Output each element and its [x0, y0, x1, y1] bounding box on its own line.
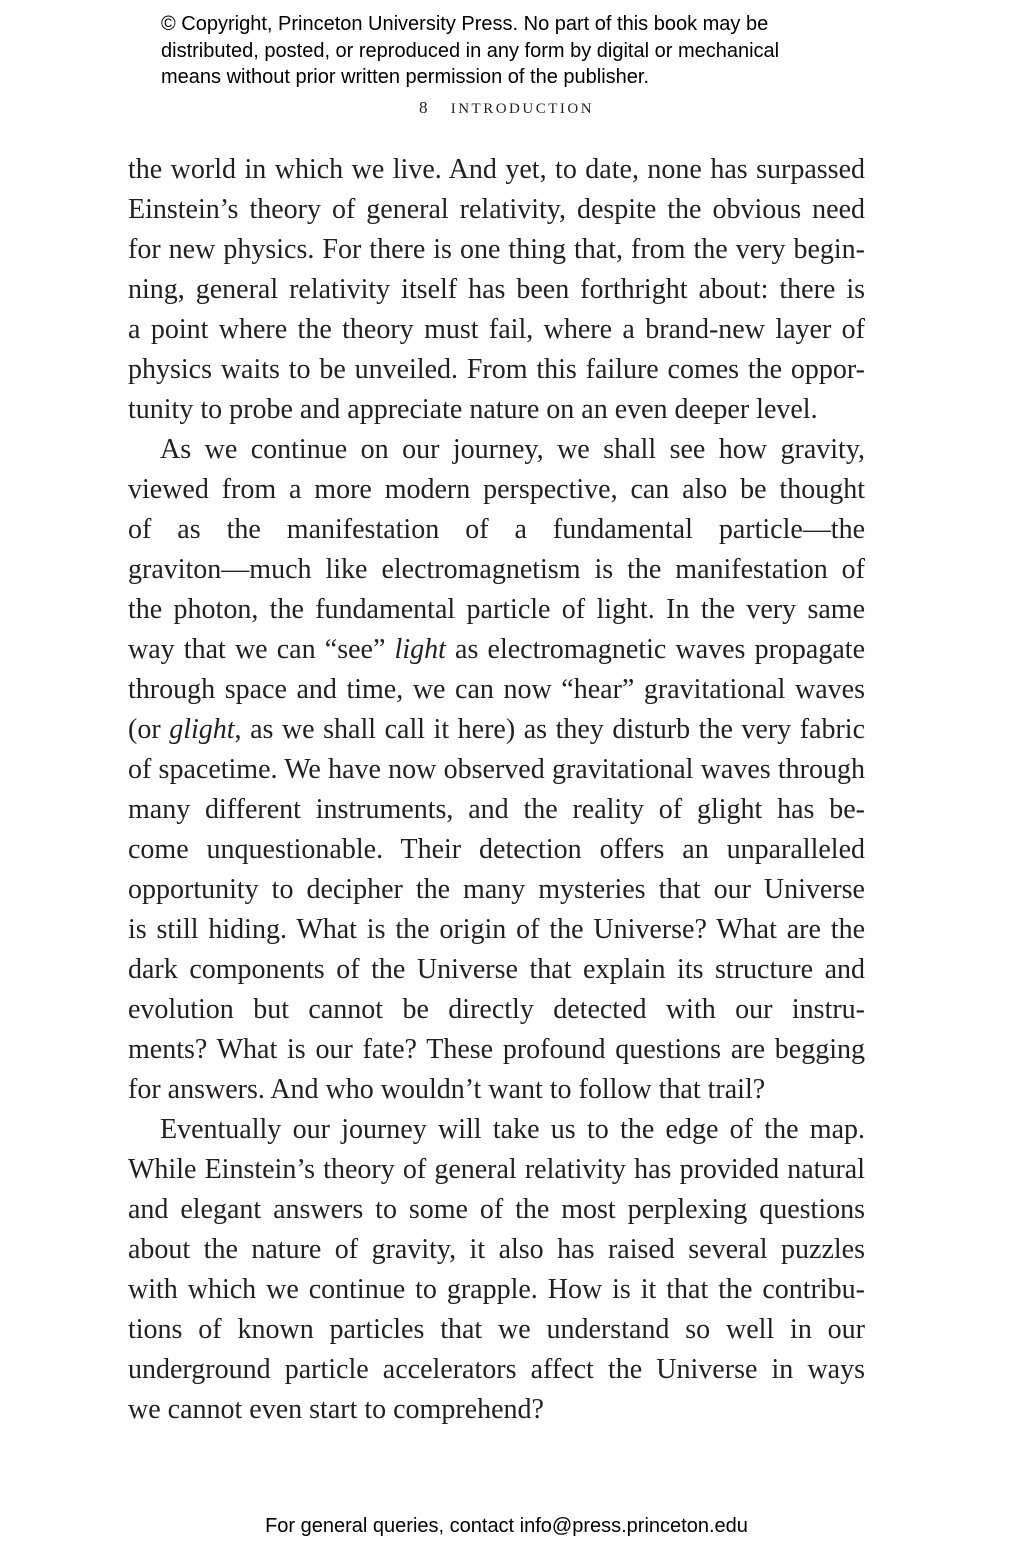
text-line: While Einstein’s theory of general relativity has provided natural	[128, 1154, 865, 1185]
text-line: viewed from a more modern perspective, can also be thought	[128, 474, 865, 505]
text-line: the photon, the fundamental particle of light. In the very same	[128, 594, 865, 625]
text-line: tunity to probe and appreciate nature on an even deeper level.	[128, 394, 818, 425]
text-line: opportunity to decipher the many mysteries that our Universe	[128, 874, 865, 905]
copyright-line: © Copyright, Princeton University Press. No part of this book may be	[161, 13, 769, 35]
text-segment: , as we shall call it here) as they disturb the very fabric	[234, 714, 865, 745]
text-line	[128, 630, 865, 670]
text-line: ments? What is our fate? These profound questions are begging	[128, 1034, 865, 1065]
copyright-line: means without prior written permission of the publisher.	[161, 66, 650, 88]
text-line: physics waits to be unveiled. From this failure comes the oppor-	[128, 354, 865, 385]
chapter-title: INTRODUCTION	[450, 101, 595, 117]
copyright-line: distributed, posted, or reproduced in any form by digital or mechanical	[161, 39, 780, 62]
text-line: the world in which we live. And yet, to date, none has surpassed	[128, 154, 865, 185]
text-line: for new physics. For there is one thing that, from the very begin-	[128, 234, 865, 265]
text-line: about the nature of gravity, it also has raised several puzzles	[128, 1234, 865, 1265]
text-line: graviton—much like electromagnetism is the manifestation of	[128, 554, 865, 585]
text-line: a point where the theory must fail, where a brand-new layer of	[128, 314, 865, 345]
body-text	[128, 150, 865, 1430]
text-line: is still hiding. What is the origin of the Universe? What are the	[128, 914, 865, 945]
text-line: Einstein’s theory of general relativity, despite the obvious need	[128, 194, 865, 225]
text-segment: way that we can “see”	[128, 634, 395, 665]
italic-word: light	[394, 634, 446, 665]
copyright-notice	[161, 11, 921, 91]
text-line: evolution but cannot be directly detected with our instru-	[128, 994, 865, 1025]
text-line: many different instruments, and the reality of glight has be-	[128, 794, 865, 825]
page-number: 8	[418, 98, 430, 117]
text-line: of spacetime. We have now observed gravitational waves through	[128, 754, 865, 785]
text-line: ning, general relativity itself has been forthright about: there is	[128, 274, 865, 305]
text-line: of as the manifestation of a fundamental particle—the	[128, 514, 865, 545]
text-line: and elegant answers to some of the most perplexing questions	[128, 1194, 865, 1225]
text-line: with which we continue to grapple. How is it that the contribu-	[128, 1274, 865, 1305]
text-line: underground particle accelerators affect the Universe in ways	[128, 1354, 865, 1385]
text-line: tions of known particles that we understand so well in our	[128, 1314, 865, 1345]
text-line: we cannot even start to comprehend?	[128, 1394, 544, 1425]
text-line: As we continue on our journey, we shall see how gravity,	[160, 434, 865, 465]
text-line: dark components of the Universe that explain its structure and	[128, 954, 865, 985]
text-line: through space and time, we can now “hear” gravitational waves	[128, 674, 865, 705]
text-line: Eventually our journey will take us to the edge of the map.	[160, 1114, 865, 1145]
text-segment: as electromagnetic waves propagate	[445, 634, 865, 665]
text-line: for answers. And who wouldn’t want to follow that trail?	[128, 1074, 766, 1105]
running-head	[0, 98, 1013, 118]
text-line: come unquestionable. Their detection offers an unparalleled	[128, 834, 865, 865]
italic-word: glight	[169, 714, 235, 745]
text-segment: (or	[128, 714, 170, 745]
text-line	[128, 710, 865, 750]
footer-contact: For general queries, contact info@press.princeton.edu	[265, 1515, 748, 1537]
